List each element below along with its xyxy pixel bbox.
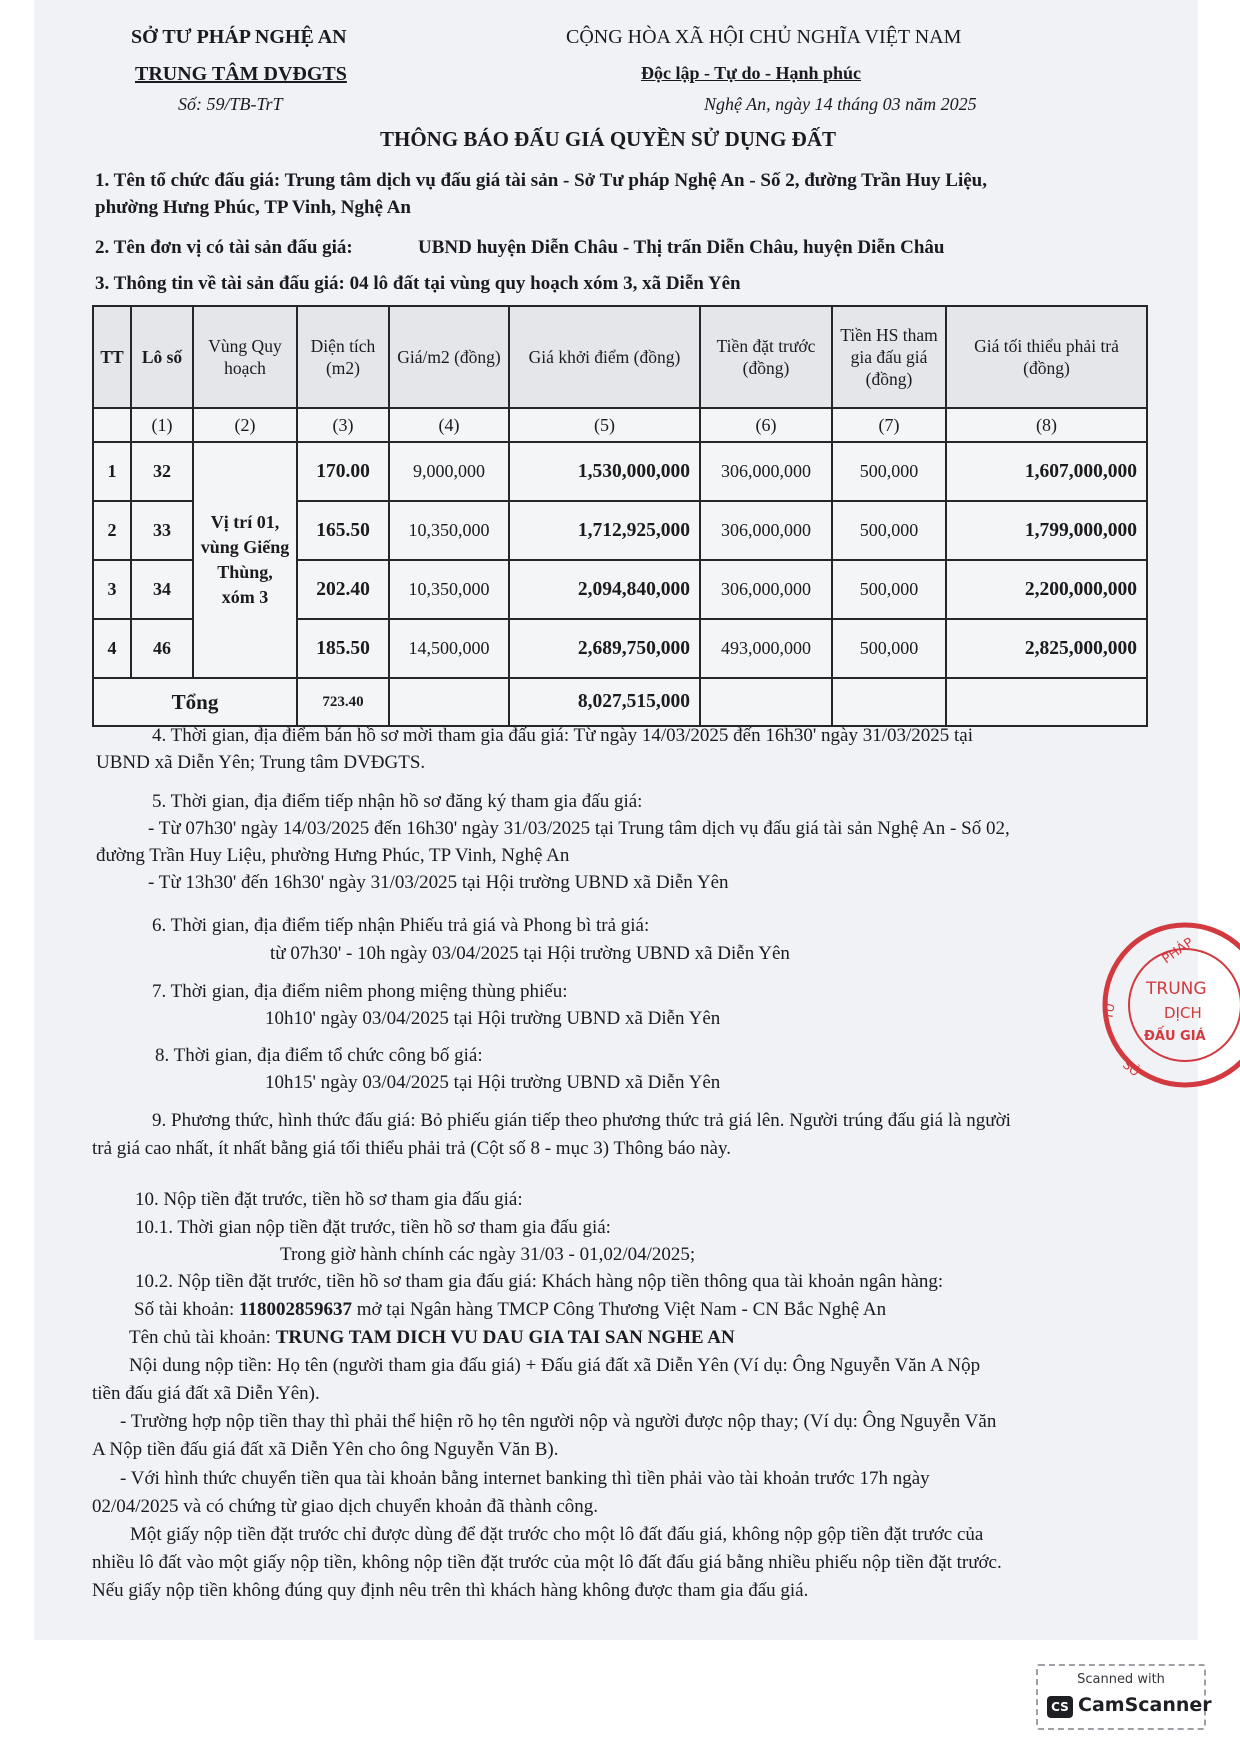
cell-lot: 32 [131, 442, 193, 501]
note-line-3: Nếu giấy nộp tiền không đúng quy định nêu trên thì khách hàng không được tham gia đấu giá. [92, 1580, 809, 1601]
paragraph-8: 8. Thời gian, địa điểm tổ chức công bố giá: [155, 1045, 483, 1066]
section-1-line-1: 1. Tên tổ chức đấu giá: Trung tâm dịch vụ đấu giá tài sản - Sở Tư pháp Nghệ An - Số 2, đường Trần Huy Liệu, [95, 170, 987, 191]
paragraph-10-1-detail [280, 1242, 695, 1268]
column-number: (4) [389, 408, 509, 442]
cell-fee: 500,000 [832, 501, 946, 560]
cell-min-price: 2,825,000,000 [946, 619, 1147, 678]
stamp-line-2: DỊCH [1164, 1004, 1202, 1022]
cell-start-price: 2,094,840,000 [509, 560, 700, 619]
paragraph-9-line-1: 9. Phương thức, hình thức đấu giá: Bỏ phiếu gián tiếp theo phương thức trả giá lên. Người trúng đấu giá là người [152, 1110, 1011, 1131]
paragraph-7-detail: 10h10' ngày 03/04/2025 tại Hội trường UBND xã Diễn Yên [265, 1008, 721, 1029]
paragraph-4-line-1: 4. Thời gian, địa điểm bán hồ sơ mời tham gia đấu giá: Từ ngày 14/03/2025 đến 16h30' ngày 31/03/2025 tại [152, 725, 973, 746]
total-label: Tổng [93, 678, 297, 726]
internet-banking-line-1: - Với hình thức chuyển tiền qua tài khoản bằng internet banking thì tiền phải vào tài khoản trước 17h ngày [120, 1468, 930, 1489]
official-stamp [1100, 920, 1240, 1090]
paragraph-4-line-2: UBND xã Diễn Yên; Trung tâm DVĐGTS. [96, 752, 426, 773]
paragraph-10-1: 10.1. Thời gian nộp tiền đặt trước, tiền hồ sơ tham gia đấu giá: [135, 1217, 611, 1238]
header-tt: TT [93, 306, 131, 408]
account-number-line [134, 1297, 886, 1323]
cell-area: 165.50 [297, 501, 389, 560]
cell-fee: 500,000 [832, 619, 946, 678]
section-1-line-2: phường Hưng Phúc, TP Vinh, Nghệ An [95, 197, 411, 218]
header-fee: Tiền HS tham gia đấu giá (đồng) [832, 306, 946, 408]
proxy-payment-line-2: A Nộp tiền đấu giá đất xã Diễn Yên cho ông Nguyễn Văn B). [92, 1439, 559, 1460]
column-number: (3) [297, 408, 389, 442]
center-name: TRUNG TÂM DVĐGTS [135, 63, 347, 85]
paragraph-5a-line-2: đường Trần Huy Liệu, phường Hưng Phúc, TP Vinh, Nghệ An [96, 845, 570, 866]
payment-content-line-2: tiền đấu giá đất xã Diễn Yên). [92, 1383, 320, 1404]
cell-start-price: 2,689,750,000 [509, 619, 700, 678]
cell-area: 202.40 [297, 560, 389, 619]
cell-deposit: 306,000,000 [700, 501, 832, 560]
note-line-2: nhiều lô đất vào một giấy nộp tiền, không nộp tiền đặt trước của một lô đất đấu giá bằng nhiều phiếu nộp tiền đặt trước. [92, 1552, 1002, 1573]
table-cell [946, 678, 1147, 726]
cell-min-price: 2,200,000,000 [946, 560, 1147, 619]
camscanner-logo-icon: CS [1047, 1696, 1073, 1718]
cell-tt: 1 [93, 442, 131, 501]
national-title: CỘNG HÒA XÃ HỘI CHỦ NGHĨA VIỆT NAM [566, 26, 962, 48]
column-number: (7) [832, 408, 946, 442]
cell-fee: 500,000 [832, 560, 946, 619]
cell-area: 185.50 [297, 619, 389, 678]
account-owner-line [129, 1325, 735, 1351]
table-cell [832, 678, 946, 726]
cell-start-price: 1,530,000,000 [509, 442, 700, 501]
cell-lot: 33 [131, 501, 193, 560]
agency-name: SỞ TƯ PHÁP NGHỆ AN [131, 26, 347, 48]
stamp-arc-top: PHÁP [1159, 935, 1197, 968]
header-price-m2: Giá/m2 (đồng) [389, 306, 509, 408]
account-owner-name: TRUNG TAM DICH VU DAU GIA TAI SAN NGHE AN [275, 1327, 735, 1348]
total-area: 723.40 [297, 678, 389, 726]
stamp-line-1: TRUNG [1146, 979, 1207, 999]
table-header-row [93, 306, 1147, 408]
column-number: (1) [131, 408, 193, 442]
cell-deposit: 306,000,000 [700, 560, 832, 619]
camscanner-caption: Scanned with [1077, 1672, 1165, 1687]
paragraph-10: 10. Nộp tiền đặt trước, tiền hồ sơ tham gia đấu giá: [135, 1189, 523, 1210]
account-number-label: Số tài khoản: [134, 1299, 235, 1320]
payment-content-line-1: Nội dung nộp tiền: Họ tên (người tham gia đấu giá) + Đấu giá đất xã Diễn Yên (Ví dụ: Ông Nguyễn Văn A Nộp [129, 1355, 981, 1376]
column-number-row [93, 408, 1147, 442]
document-title: THÔNG BÁO ĐẤU GIÁ QUYỀN SỬ DỤNG ĐẤT [380, 127, 837, 151]
table-cell [93, 408, 131, 442]
section-2-label: 2. Tên đơn vị có tài sản đấu giá: [95, 237, 353, 258]
column-number: (6) [700, 408, 832, 442]
stamp-line-3: ĐẤU GIÁ [1144, 1029, 1206, 1044]
cell-deposit: 493,000,000 [700, 619, 832, 678]
header-min-price: Giá tối thiểu phải trả (đồng) [946, 306, 1147, 408]
paragraph-10-2: 10.2. Nộp tiền đặt trước, tiền hồ sơ tham gia đấu giá: Khách hàng nộp tiền thông qua tài khoản ngân hàng: [135, 1271, 944, 1292]
cell-start-price: 1,712,925,000 [509, 501, 700, 560]
section-3: 3. Thông tin về tài sản đấu giá: 04 lô đất tại vùng quy hoạch xóm 3, xã Diễn Yên [95, 273, 741, 294]
camscanner-name: CamScanner [1078, 1694, 1212, 1716]
total-start-price: 8,027,515,000 [509, 678, 700, 726]
column-number: (5) [509, 408, 700, 442]
cell-tt: 3 [93, 560, 131, 619]
account-bank: mở tại Ngân hàng TMCP Công Thương Việt Nam - CN Bắc Nghệ An [356, 1299, 887, 1320]
cell-price-m2: 14,500,000 [389, 619, 509, 678]
paragraph-6: 6. Thời gian, địa điểm tiếp nhận Phiếu trả giá và Phong bì trả giá: [152, 915, 650, 936]
header-lot: Lô số [131, 306, 193, 408]
stamp-arc-left: TƯ [1101, 1000, 1119, 1021]
auction-lots-table [92, 305, 1148, 727]
paragraph-5b: - Từ 13h30' đến 16h30' ngày 31/03/2025 tại Hội trường UBND xã Diễn Yên [148, 872, 729, 893]
cell-deposit: 306,000,000 [700, 442, 832, 501]
cell-lot: 46 [131, 619, 193, 678]
proxy-payment-line-1: - Trường hợp nộp tiền thay thì phải thể hiện rõ họ tên người nộp và người được nộp thay; (Ví dụ: Ông Nguyễn Văn [120, 1411, 997, 1432]
column-number: (2) [193, 408, 297, 442]
paragraph-8-detail: 10h15' ngày 03/04/2025 tại Hội trường UBND xã Diễn Yên [265, 1072, 721, 1093]
table-row [93, 442, 1147, 501]
stamp-graphic [1100, 920, 1240, 1090]
header-zone: Vùng Quy hoạch [193, 306, 297, 408]
cell-tt: 2 [93, 501, 131, 560]
cell-price-m2: 10,350,000 [389, 560, 509, 619]
paragraph-5a-line-1: - Từ 07h30' ngày 14/03/2025 đến 16h30' ngày 31/03/2025 tại Trung tâm dịch vụ đấu giá tài sản Nghệ An - Số 02, [148, 818, 1010, 839]
internet-banking-line-2: 02/04/2025 và có chứng từ giao dịch chuyển khoản đã thành công. [92, 1496, 599, 1517]
cell-tt: 4 [93, 619, 131, 678]
paragraph-7: 7. Thời gian, địa điểm niêm phong miệng thùng phiếu: [152, 981, 568, 1002]
national-motto: Độc lập - Tự do - Hạnh phúc [641, 63, 862, 83]
cell-lot: 34 [131, 560, 193, 619]
column-number: (8) [946, 408, 1147, 442]
document-number: Số: 59/TB-TrT [178, 94, 283, 114]
account-owner-label: Tên chủ tài khoản: [129, 1327, 271, 1348]
stamp-arc-bottom: SỞ [1120, 1057, 1144, 1081]
cell-zone: Vị trí 01, vùng Giếng Thùng, xóm 3 [193, 442, 297, 678]
paragraph-5: 5. Thời gian, địa điểm tiếp nhận hồ sơ đăng ký tham gia đấu giá: [152, 791, 643, 812]
section-2-value: UBND huyện Diễn Châu - Thị trấn Diễn Châu, huyện Diễn Châu [418, 237, 945, 258]
account-number: 118002859637 [239, 1299, 352, 1320]
header-deposit: Tiền đặt trước (đồng) [700, 306, 832, 408]
header-start-price: Giá khởi điểm (đồng) [509, 306, 700, 408]
header-area: Diện tích (m2) [297, 306, 389, 408]
paragraph-6-detail: từ 07h30' - 10h ngày 03/04/2025 tại Hội trường UBND xã Diễn Yên [270, 943, 790, 964]
place-date: Nghệ An, ngày 14 tháng 03 năm 2025 [704, 94, 977, 114]
table-cell [389, 678, 509, 726]
paragraph-9-line-2: trả giá cao nhất, ít nhất bằng giá tối thiểu phải trả (Cột số 8 - mục 3) Thông báo này. [92, 1138, 731, 1159]
cell-min-price: 1,607,000,000 [946, 442, 1147, 501]
office-hours-text: Trong giờ hành chính các ngày 31/03 - 01,02/04/2025; [280, 1244, 696, 1265]
cell-min-price: 1,799,000,000 [946, 501, 1147, 560]
cell-fee: 500,000 [832, 442, 946, 501]
cell-price-m2: 10,350,000 [389, 501, 509, 560]
note-line-1: Một giấy nộp tiền đặt trước chỉ được dùng để đặt trước cho một lô đất đấu giá, không nộp gộp tiền đặt trước của [130, 1524, 984, 1545]
table-cell [700, 678, 832, 726]
cell-price-m2: 9,000,000 [389, 442, 509, 501]
total-row [93, 678, 1147, 726]
camscanner-badge [1036, 1664, 1212, 1730]
cell-area: 170.00 [297, 442, 389, 501]
